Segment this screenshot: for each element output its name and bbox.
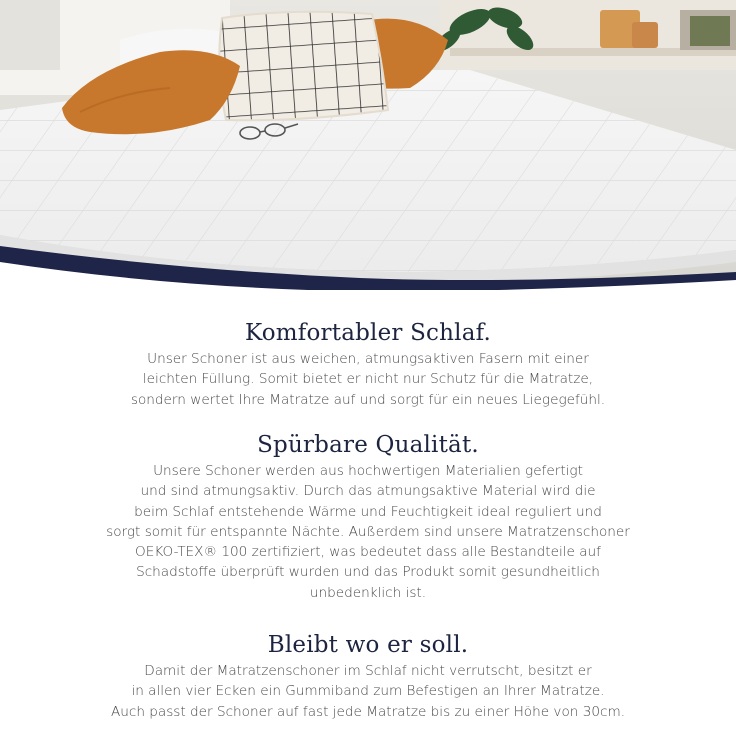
section-fit bbox=[0, 630, 736, 722]
section-quality bbox=[0, 430, 736, 603]
section-heading: Spürbare Qualität. bbox=[257, 432, 479, 458]
section-comfort bbox=[0, 318, 736, 410]
section-heading: Bleibt wo er soll. bbox=[267, 632, 469, 658]
section-text: Damit der Matratzenschoner im Schlaf nicht verrutscht, besitzt er in allen vier Ecken ein Gummiband zum Befestigen an Ihrer Matratze. Auch passt der Schoner auf fast jede Matratze bis zu einer Höhe von 30cm. bbox=[110, 663, 626, 720]
section-heading: Komfortabler Schlaf. bbox=[244, 320, 492, 346]
section-text: Unser Schoner ist aus weichen, atmungsaktiven Fasern mit einer leichten Füllung. Somit bietet er nicht nur Schutz für die Matratze, sondern wertet Ihre Matratze auf und sorgt für ein neues Liegegefühl. bbox=[130, 351, 606, 408]
product-photo bbox=[0, 0, 736, 290]
bed-illustration bbox=[0, 0, 736, 290]
section-text: Unsere Schoner werden aus hochwertigen Materialien gefertigt und sind atmungsaktiv. Durch das atmungsaktive Material wird die beim Schlaf entstehende Wärme und Feuchtigkeit ideal reguliert und sorgt somit für entspannte Nächte. Außerdem sind unsere Matratzenschoner OEKO-TEX® 100 zertifiziert, was bedeutet dass alle Bestandteile auf Schadstoffe überprüft wurden und das Produkt somit gesundheitlich unbedenklich ist. bbox=[106, 463, 630, 601]
